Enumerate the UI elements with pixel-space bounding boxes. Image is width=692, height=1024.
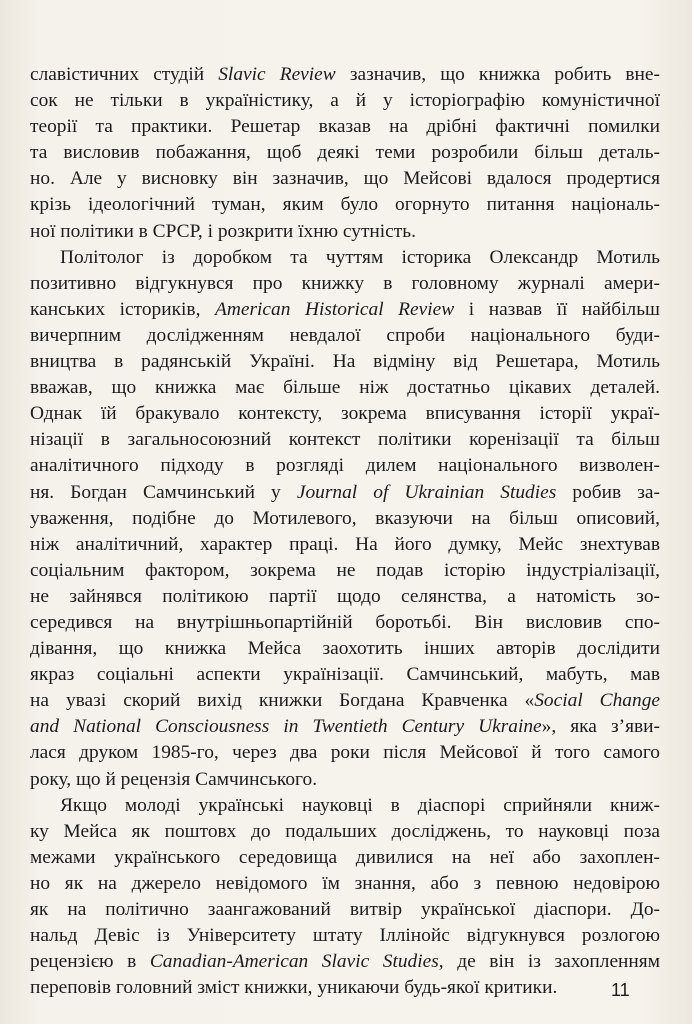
text-run: вважав, що книжка має більше ніж достатньо цікавих деталей. [30, 377, 660, 399]
text-run: уваження, подібне до Мотилевого, вказуючи на більш описовий, [30, 507, 660, 529]
text-run: середився на внутрішньопартійній боротьбі. Він висловив спо- [30, 611, 660, 633]
text-line [30, 166, 660, 192]
text-line [30, 767, 660, 793]
text-run: рецензією в [30, 951, 150, 973]
text-run: робив за- [556, 481, 660, 503]
text-run: сок не тільки в україністику, а й у історіографію комуністичної [30, 90, 660, 112]
text-run: нізації в загальносоюзний контекст політики коренізації та більш [30, 429, 660, 451]
text-run: крізь ідеологічний туман, яким було огорнуто питання національ- [30, 194, 660, 216]
text-line [30, 323, 660, 349]
text-run: аналітичного підходу в розгляді дилем національного визволен- [30, 455, 660, 477]
text-line [30, 688, 660, 714]
text-run: року, що й рецензія Самчинського. [30, 768, 318, 790]
text-run: славістичних студій [30, 64, 219, 85]
text-run: та висловив побажання, щоб деякі теми розробили більш деталь- [30, 142, 660, 164]
text-line [30, 62, 660, 88]
italic-title: and National Consciousness in Twentieth Century Ukraine [30, 716, 542, 738]
text-line [30, 740, 660, 766]
text-run: вництва в радянській Україні. На відміну від Решетара, Мотиль [30, 351, 660, 373]
text-line [30, 427, 660, 453]
italic-title: Social Change [534, 690, 661, 712]
text-run: і назвав її найбільш [454, 298, 660, 320]
text-line [30, 114, 660, 140]
text-line [30, 793, 660, 819]
text-run: ку Мейса як поштовх до подальших досліджень, то науковці поза [30, 820, 660, 842]
text-run: позитивно відгукнувся про книжку в головному журналі амери- [30, 272, 660, 294]
text-line [30, 897, 660, 923]
text-run: но. Але у висновку він зазначив, що Мейсові вдалося продертися [30, 168, 660, 190]
text-line [30, 871, 660, 897]
text-line [30, 610, 660, 636]
text-line [30, 453, 660, 479]
text-line [30, 636, 660, 662]
text-run: не зайнявся політикою партії щодо селянства, а натомість зо- [30, 585, 660, 607]
italic-title: Journal of Ukrainian Studies [296, 481, 557, 503]
text-line [30, 192, 660, 218]
text-line [30, 662, 660, 688]
paragraph [30, 793, 660, 1002]
text-line [30, 949, 660, 975]
text-line [30, 819, 660, 845]
text-line [30, 88, 660, 114]
text-run: ної політики в СРСР, і розкрити їхню сутність. [30, 220, 416, 242]
page-number: 11 [611, 980, 630, 1000]
text-line [30, 975, 660, 1001]
text-line [30, 480, 660, 506]
text-line [30, 375, 660, 401]
text-run: теорії та практики. Решетар вказав на дрібні фактичні помилки [30, 116, 660, 138]
text-run: ня. Богдан Самчинський у [30, 481, 297, 503]
italic-title: Slavic Review [218, 64, 336, 85]
text-line [30, 506, 660, 532]
text-run: вичерпним дослідженням невдалої спроби національного буди- [30, 324, 660, 346]
text-run: », яка з’яви- [541, 716, 660, 738]
text-run: Політолог із доробком та чуттям історика Олександр Мотиль [60, 246, 660, 268]
text-run: переповів головний зміст книжки, уникаючи будь-якої критики. [30, 977, 558, 999]
text-line [30, 245, 660, 271]
text-run: межами українського середовища дивилися на неї або захоплен- [30, 846, 660, 868]
text-line [30, 271, 660, 297]
text-line [30, 219, 660, 245]
text-line [30, 297, 660, 323]
text-line [30, 714, 660, 740]
text-run: , де він із захопленням [438, 951, 660, 973]
text-line [30, 923, 660, 949]
text-line [30, 140, 660, 166]
text-line [30, 401, 660, 427]
text-run: лася друком 1985-го, через два роки після Мейсової й того самого [30, 742, 660, 764]
text-line [30, 845, 660, 871]
text-run: ніж аналітичний, характер праці. На його думку, Мейс знехтував [30, 533, 660, 555]
text-line [30, 349, 660, 375]
text-run: якраз соціальні аспекти українізації. Самчинський, мабуть, мав [30, 664, 660, 686]
text-run: канських істориків, [30, 298, 215, 320]
text-run: зазначив, що книжка робить вне- [335, 64, 660, 85]
italic-title: American Historical Review [215, 298, 455, 320]
text-run: як на політично заангажований витвір української діаспори. До- [30, 899, 660, 920]
italic-title: Canadian-American Slavic Studies [149, 951, 439, 973]
text-run: Однак їй бракувало контексту, зокрема вписування історії украї- [30, 403, 660, 425]
text-run: дівання, що книжка Мейса заохотить інших авторів дослідити [30, 638, 660, 660]
text-run: нальд Девіс із Університету штату Іллінойс відгукнувся розлогою [30, 925, 660, 947]
text-run: соціальним фактором, зокрема не подав історію індустріалізації, [30, 559, 660, 581]
text-run: на увазі скорий вихід книжки Богдана Кравченка « [30, 690, 535, 712]
text-run: Якщо молоді українські науковці в діаспорі сприйняли книж- [60, 794, 660, 816]
text-run: но як на джерело невідомого їм знання, або з певною недовірою [30, 872, 660, 894]
paragraph [30, 245, 660, 793]
text-line [30, 558, 660, 584]
text-line [30, 532, 660, 558]
body-text [30, 62, 660, 1001]
text-line [30, 584, 660, 610]
paragraph [30, 62, 660, 245]
